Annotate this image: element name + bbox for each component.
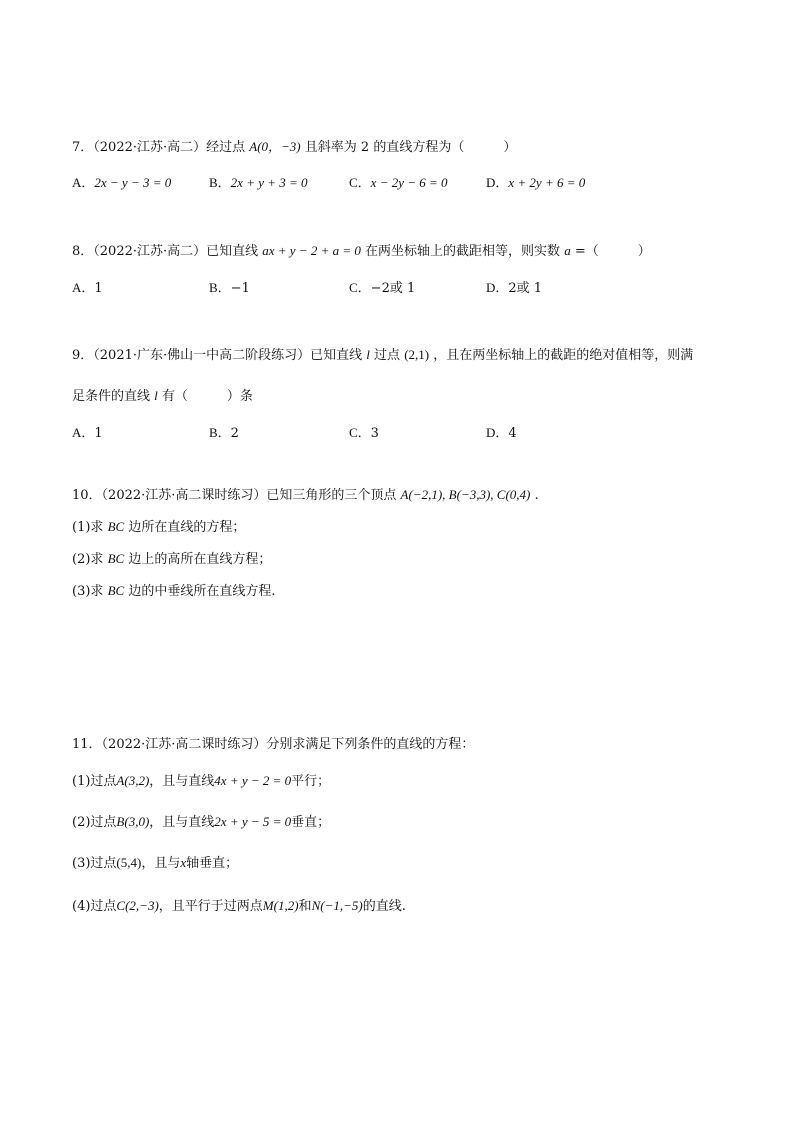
- question-8-option-a[interactable]: [72, 279, 103, 298]
- part-suffix: 的直线.: [362, 899, 406, 914]
- question-8-option-c[interactable]: [349, 279, 415, 298]
- question-11-stem: [72, 736, 474, 754]
- question-10-suffix: .: [534, 488, 539, 503]
- part-suffix: 平行；: [291, 774, 331, 789]
- part-mid: ，且与直线: [149, 774, 215, 789]
- part-point: A(3,2): [116, 773, 150, 788]
- question-8-option-b[interactable]: [209, 279, 250, 298]
- question-8-variable: a: [564, 243, 571, 258]
- option-letter: A．: [72, 425, 95, 440]
- part-mid: ，且平行于过两点: [158, 899, 263, 914]
- question-9-line-symbol-2: l: [154, 388, 158, 403]
- part-point-n: N(−1,−5): [311, 898, 363, 913]
- part-point-m: M(1,2): [262, 898, 299, 913]
- part-suffix: 边所在直线的方程；: [124, 520, 246, 535]
- part-mid: ，且与直线: [149, 815, 215, 830]
- part-segment: BC: [107, 551, 125, 566]
- question-7-prefix: 7．（2022·江苏·高二）经过点: [72, 140, 246, 155]
- part-prefix: (2)求: [72, 552, 108, 567]
- part-suffix: 轴垂直；: [186, 856, 239, 871]
- option-text: −1: [230, 281, 250, 296]
- question-9-line2-prefix: 足条件的直线: [72, 389, 151, 404]
- question-9-line-symbol: l: [366, 347, 370, 362]
- question-10-part-3: [72, 582, 275, 601]
- question-11-part-4: [72, 897, 406, 916]
- part-axis: x: [180, 855, 187, 870]
- part-prefix: (4)过点: [72, 899, 117, 914]
- question-7-option-c[interactable]: [349, 174, 448, 193]
- option-text: 2: [230, 426, 239, 441]
- question-8-stem: [72, 242, 651, 261]
- question-10-part-2: [72, 550, 271, 569]
- option-text: 1: [94, 281, 103, 296]
- question-8-option-d[interactable]: [486, 279, 542, 298]
- part-and: 和: [298, 899, 312, 914]
- option-letter: D．: [486, 425, 509, 440]
- option-letter: B．: [209, 425, 231, 440]
- option-text: −2或 1: [370, 281, 416, 296]
- question-9-option-c[interactable]: [349, 424, 379, 443]
- option-letter: C．: [349, 425, 371, 440]
- option-letter: D．: [486, 175, 509, 190]
- question-8-middle: 在两坐标轴上的截距相等，则实数: [365, 244, 561, 259]
- option-text: x + 2y + 6 = 0: [508, 175, 586, 190]
- question-9-stem-line-1: [72, 346, 693, 365]
- question-7-stem: [72, 138, 516, 157]
- question-7-option-b[interactable]: [209, 174, 308, 193]
- option-letter: C．: [349, 280, 371, 295]
- option-text: 2x + y + 3 = 0: [230, 175, 308, 190]
- part-suffix: 垂直；: [291, 815, 331, 830]
- option-letter: C．: [349, 175, 371, 190]
- question-9-suffix: ，且在两坐标轴上的截距的绝对值相等，则满: [433, 348, 694, 363]
- part-segment: BC: [107, 519, 125, 534]
- part-prefix: (1)过点: [72, 774, 117, 789]
- option-letter: B．: [209, 175, 231, 190]
- part-prefix: (3)过点: [72, 856, 117, 871]
- question-10-prefix: 10．（2022·江苏·高二课时练习）已知三角形的三个顶点: [72, 488, 397, 503]
- question-9-option-a[interactable]: [72, 424, 103, 443]
- part-prefix: (1)求: [72, 520, 108, 535]
- question-10-part-1: [72, 518, 245, 537]
- option-text: 4: [508, 426, 517, 441]
- part-prefix: (2)过点: [72, 815, 117, 830]
- question-9-line2-suffix: 有（ ）条: [161, 389, 253, 404]
- question-7-middle: 且斜率为 2 的直线方程为（ ）: [304, 140, 517, 155]
- option-text: 3: [370, 426, 379, 441]
- question-11-part-3: [72, 854, 238, 873]
- question-7-option-a[interactable]: [72, 174, 171, 193]
- option-text: 2或 1: [508, 281, 543, 296]
- option-letter: B．: [209, 280, 231, 295]
- question-11-prefix: 11．（2022·江苏·高二课时练习）分别求满足下列条件的直线的方程：: [72, 737, 475, 752]
- part-prefix: (3)求: [72, 584, 108, 599]
- question-10-vertices: A(−2,1), B(−3,3), C(0,4): [400, 487, 531, 502]
- question-11-part-2: [72, 813, 330, 832]
- part-point: C(2,−3): [116, 898, 159, 913]
- option-text: x − 2y − 6 = 0: [370, 175, 448, 190]
- part-point: (5,4): [116, 855, 142, 870]
- question-9-option-d[interactable]: [486, 424, 517, 443]
- option-text: 1: [94, 426, 103, 441]
- part-suffix: 边上的高所在直线方程；: [124, 552, 272, 567]
- question-7-point: A(0，−3): [249, 139, 301, 154]
- question-8-prefix: 8．（2022·江苏·高二）已知直线: [72, 244, 259, 259]
- question-9-stem-line-2: [72, 387, 253, 406]
- part-point: B(3,0): [116, 814, 150, 829]
- question-8-suffix: =（ ）: [574, 244, 651, 259]
- option-letter: A．: [72, 175, 95, 190]
- question-9-prefix: 9．（2021·广东·佛山一中高二阶段练习）已知直线: [72, 348, 363, 363]
- question-9-mid: 过点: [374, 348, 401, 363]
- option-letter: D．: [486, 280, 509, 295]
- question-9-point: (2,1): [404, 347, 430, 362]
- part-segment: BC: [107, 583, 125, 598]
- part-suffix: 边的中垂线所在直线方程.: [124, 584, 276, 599]
- question-10-stem: [72, 486, 539, 505]
- option-letter: A．: [72, 280, 95, 295]
- question-9-option-b[interactable]: [209, 424, 239, 443]
- question-7-option-d[interactable]: [486, 174, 585, 193]
- question-11-part-1: [72, 772, 330, 791]
- part-mid: ，且与: [141, 856, 181, 871]
- part-equation: 2x + y − 5 = 0: [214, 814, 292, 829]
- option-text: 2x − y − 3 = 0: [94, 175, 172, 190]
- question-8-equation: ax + y − 2 + a = 0: [262, 243, 361, 258]
- part-equation: 4x + y − 2 = 0: [214, 773, 292, 788]
